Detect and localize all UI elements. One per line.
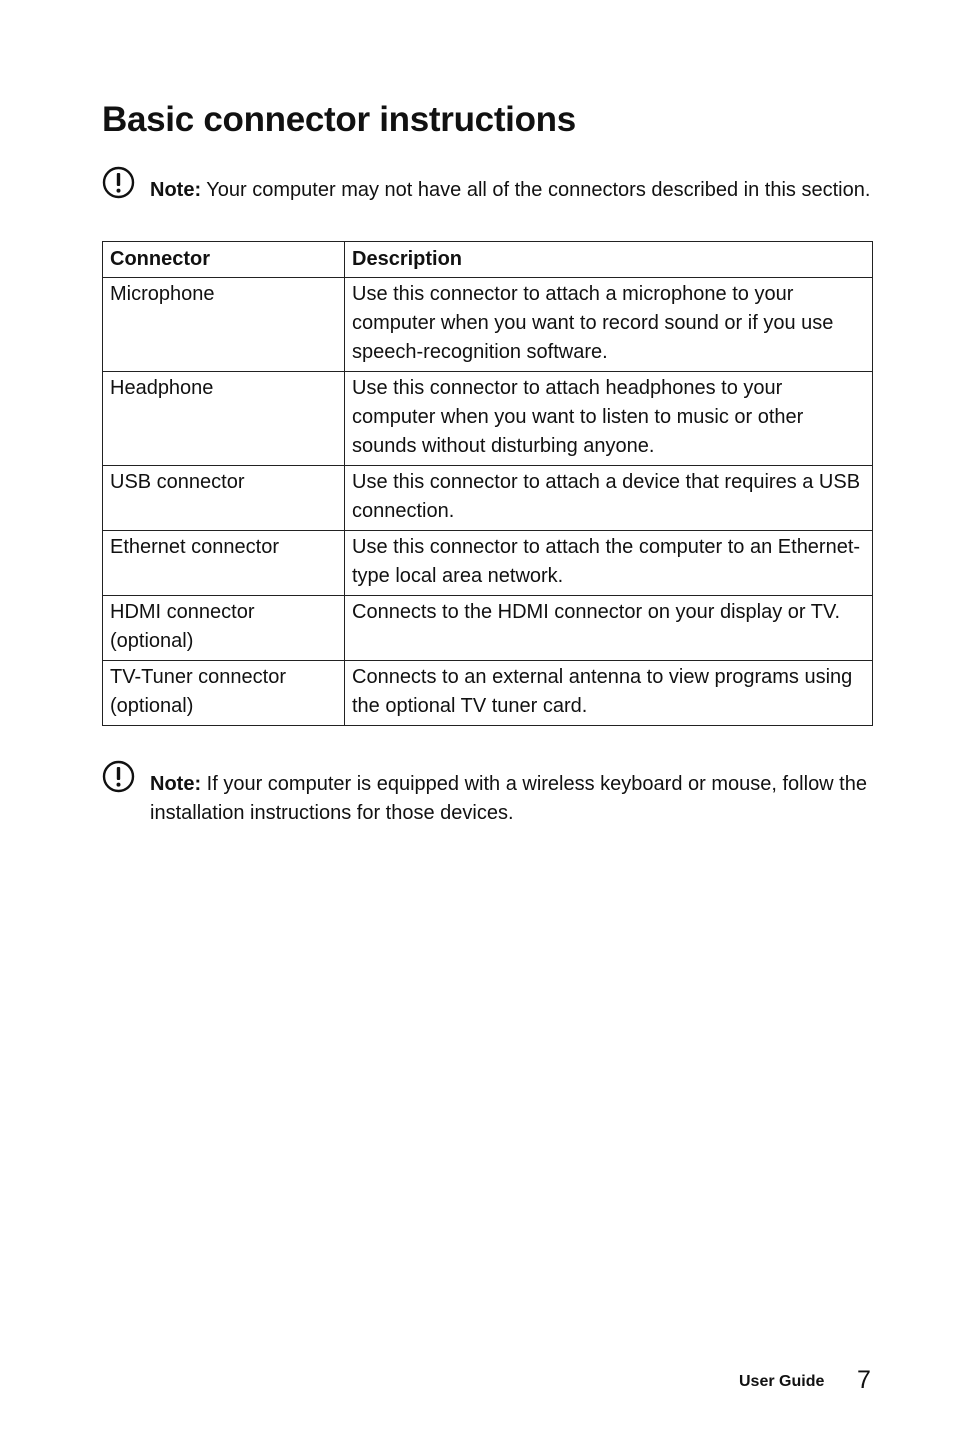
connector-description: Use this connector to attach headphones to your computer when you want to listen to music or other sounds without disturbing anyone. — [345, 372, 873, 466]
note-label: Note: — [150, 179, 202, 201]
column-header-connector: Connector — [103, 242, 345, 278]
exclamation-circle-icon — [102, 166, 135, 199]
connector-description: Connects to an external antenna to view programs using the optional TV tuner card. — [345, 661, 873, 726]
table-row — [103, 531, 873, 596]
connector-table — [102, 241, 873, 726]
connector-description: Use this connector to attach a device that requires a USB connection. — [345, 466, 873, 531]
note-text — [150, 770, 872, 828]
note-text — [150, 176, 872, 205]
table-row — [103, 278, 873, 372]
connector-name: Headphone — [103, 372, 345, 466]
table-row — [103, 466, 873, 531]
exclamation-circle-icon — [102, 760, 135, 793]
connector-name: Microphone — [103, 278, 345, 372]
table-header-row — [103, 242, 873, 278]
table-row — [103, 372, 873, 466]
note-label: Note: — [150, 773, 202, 795]
table-row — [103, 596, 873, 661]
note-body: Your computer may not have all of the connectors described in this section. — [201, 179, 871, 201]
connector-name: Ethernet connector — [103, 531, 345, 596]
connector-description: Use this connector to attach a microphone to your computer when you want to record sound or if you use speech-recognition software. — [345, 278, 873, 372]
connector-description: Use this connector to attach the computer to an Ethernet-type local area network. — [345, 531, 873, 596]
footer-label: User Guide — [739, 1373, 825, 1390]
connector-description: Connects to the HDMI connector on your display or TV. — [345, 596, 873, 661]
note-body: If your computer is equipped with a wireless keyboard or mouse, follow the installation instructions for those devices. — [150, 773, 867, 824]
page-title: Basic connector instructions — [102, 100, 576, 139]
page-number: 7 — [857, 1366, 871, 1394]
column-header-description: Description — [345, 242, 873, 278]
connector-name: USB connector — [103, 466, 345, 531]
connector-name: TV-Tuner connector (optional) — [103, 661, 345, 726]
connector-name: HDMI connector (optional) — [103, 596, 345, 661]
table-row — [103, 661, 873, 726]
